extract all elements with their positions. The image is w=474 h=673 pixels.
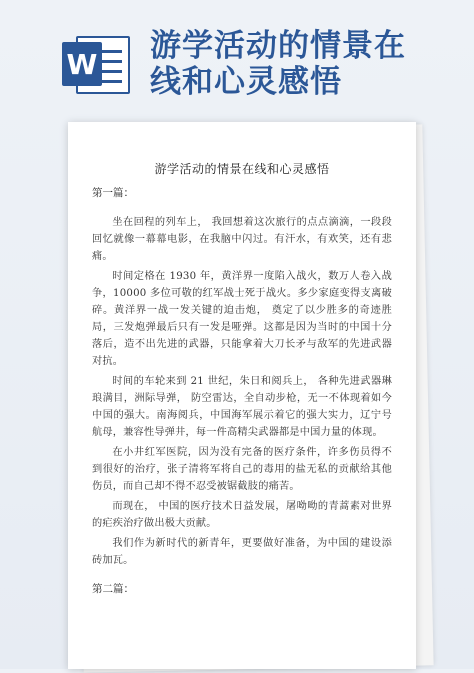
paragraph: 坐在回程的列车上， 我回想着这次旅行的点点滴滴，一段段回忆就像一幕幕电影，在我脑中闪过。有汗水，有欢笑，还有悲痛。 <box>92 217 392 262</box>
paragraph: 我们作为新时代的新青年，更要做好准备，为中国的建设添砖加瓦。 <box>92 538 392 566</box>
banner-title-line1: 游学活动的情景在 <box>150 28 406 64</box>
paragraph: 在小井红军医院，因为没有完备的医疗条件，许多伤员得不到很好的治疗，张子清将军将自己的毒用的盐无私的贡献给其他伤员，而自己却不得不忍受被锯截肢的痛苦。 <box>92 447 392 492</box>
word-document-icon <box>62 36 130 94</box>
document-title: 游学活动的情景在线和心灵感悟 <box>154 162 330 176</box>
section-heading-2: 第二篇： <box>92 583 134 595</box>
word-badge: W <box>62 42 102 86</box>
banner-title <box>150 28 460 100</box>
document-page <box>68 122 416 669</box>
banner-title-line2: 线和心灵感悟 <box>150 64 342 100</box>
paragraph: 时间的车轮来到 21 世纪，朱日和阅兵上， 各种先进武器琳琅满目，洲际导弹， 防空雷达，全自动步枪，无一不体现着如今中国的强大。南海阅兵，中国海军展示着它的强大实力，辽宁号航母，兼容性导弹井，每一件高精尖武器都是中国力量的体现。 <box>92 376 392 438</box>
paragraph: 而现在， 中国的医疗技术日益发展，屠呦呦的青蒿素对世界的疟疾治疗做出极大贡献。 <box>92 501 392 529</box>
section-heading-1: 第一篇： <box>92 187 134 199</box>
paragraph: 时间定格在 1930 年，黄洋界一度陷入战火，数万人卷入战争，10000 多位可敬的红军战士死于战火。多少家庭变得支离破碎。黄洋界一战一发关键的迫击炮， 奠定了以少胜多的奇迹胜局，三发炮弹最后只有一发是哑弹。这都是因为当时的中国十分落后，造不出先进的武器，只能拿着大刀长矛与敌军的先进武器对抗。 <box>92 271 392 367</box>
banner <box>0 0 474 120</box>
